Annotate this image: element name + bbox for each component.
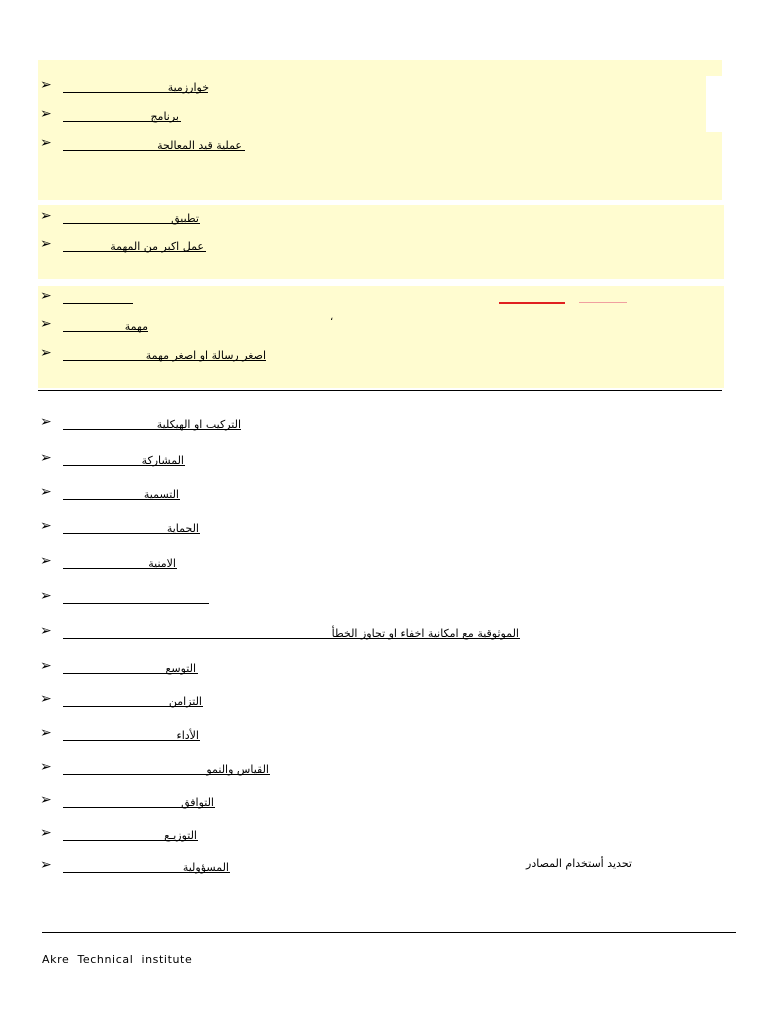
list-item: [40, 588, 215, 606]
feature-label: الأداء: [176, 729, 199, 742]
feature-label: التركيب او الهيكلية: [156, 418, 241, 431]
arrow-bullet-icon: ➢: [40, 725, 52, 741]
feature-label: الامنية: [148, 557, 176, 570]
feature-label: الحماية: [166, 522, 199, 535]
arrow-bullet-icon: ➢: [40, 316, 52, 332]
arrow-bullet-icon: ➢: [40, 553, 52, 569]
arrow-bullet-icon: ➢: [40, 825, 52, 841]
term-label: تطبيق: [171, 212, 199, 225]
blank-line: [63, 288, 133, 304]
list-item: [40, 77, 215, 95]
footer-divider: [42, 932, 736, 933]
feature-label: التسمية: [143, 488, 179, 501]
list-item: [40, 236, 210, 254]
arrow-bullet-icon: ➢: [40, 518, 52, 534]
list-item: [40, 208, 205, 226]
list-item: [40, 857, 235, 875]
feature-label: المشاركة: [141, 454, 184, 467]
arrow-bullet-icon: ➢: [40, 77, 52, 93]
arrow-bullet-icon: ➢: [40, 345, 52, 361]
list-item: [40, 135, 248, 153]
list-item: [40, 658, 202, 676]
list-item: [40, 484, 185, 502]
arrow-bullet-icon: ➢: [40, 658, 52, 674]
list-item: [40, 450, 190, 468]
arrow-bullet-icon: ➢: [40, 484, 52, 500]
list-item: [40, 623, 525, 641]
feature-label: المسؤولية: [182, 861, 229, 874]
pink-underline: [579, 302, 627, 303]
arrow-bullet-icon: ➢: [40, 106, 52, 122]
term-label: عملية قيد المعالجة: [157, 139, 242, 152]
list-item: [40, 725, 205, 743]
list-item: [40, 106, 185, 124]
list-item: [40, 553, 182, 571]
arrow-bullet-icon: ➢: [40, 792, 52, 808]
term-label: خوارزمية: [167, 81, 209, 94]
arrow-bullet-icon: ➢: [40, 414, 52, 430]
list-item: [40, 316, 154, 334]
arrow-bullet-icon: ➢: [40, 450, 52, 466]
arrow-bullet-icon: ➢: [40, 208, 52, 224]
arrow-bullet-icon: ➢: [40, 236, 52, 252]
arrow-bullet-icon: ➢: [40, 288, 52, 304]
stray-mark: ،: [330, 312, 334, 323]
section-divider: [38, 390, 722, 391]
feature-label: التوزيـع: [164, 829, 197, 842]
list-item: [40, 518, 205, 536]
feature-label: التزامن: [168, 695, 202, 708]
arrow-bullet-icon: ➢: [40, 857, 52, 873]
arrow-bullet-icon: ➢: [40, 135, 52, 151]
list-item: [40, 691, 208, 709]
list-item: [40, 792, 220, 810]
term-label: عمل اكبر من المهمة: [110, 240, 204, 253]
feature-label: القياس والنمو: [206, 763, 269, 776]
term-label: مهمة: [124, 320, 148, 333]
arrow-bullet-icon: ➢: [40, 588, 52, 604]
list-item: [40, 759, 275, 777]
blank-line: [63, 588, 209, 604]
red-underline: [499, 302, 565, 304]
band-gap: [706, 76, 724, 132]
side-note: تحديد أستخدام المصادر: [526, 857, 632, 870]
arrow-bullet-icon: ➢: [40, 759, 52, 775]
list-item: [40, 345, 272, 363]
arrow-bullet-icon: ➢: [40, 623, 52, 639]
term-label: برنامج: [150, 110, 179, 123]
feature-label: التوسع: [165, 662, 196, 675]
feature-label: التوافق: [181, 796, 214, 809]
arrow-bullet-icon: ➢: [40, 691, 52, 707]
footer-text: Akre Technical institute: [42, 953, 193, 966]
term-label: اصغر رسالة او اصغر مهمة: [145, 349, 266, 362]
list-item: [40, 825, 203, 843]
feature-label: الموثوقية مع امكانية اخفاء او تجاوز الخطأ: [331, 627, 519, 640]
list-item: [40, 414, 247, 432]
list-item: [40, 288, 140, 306]
